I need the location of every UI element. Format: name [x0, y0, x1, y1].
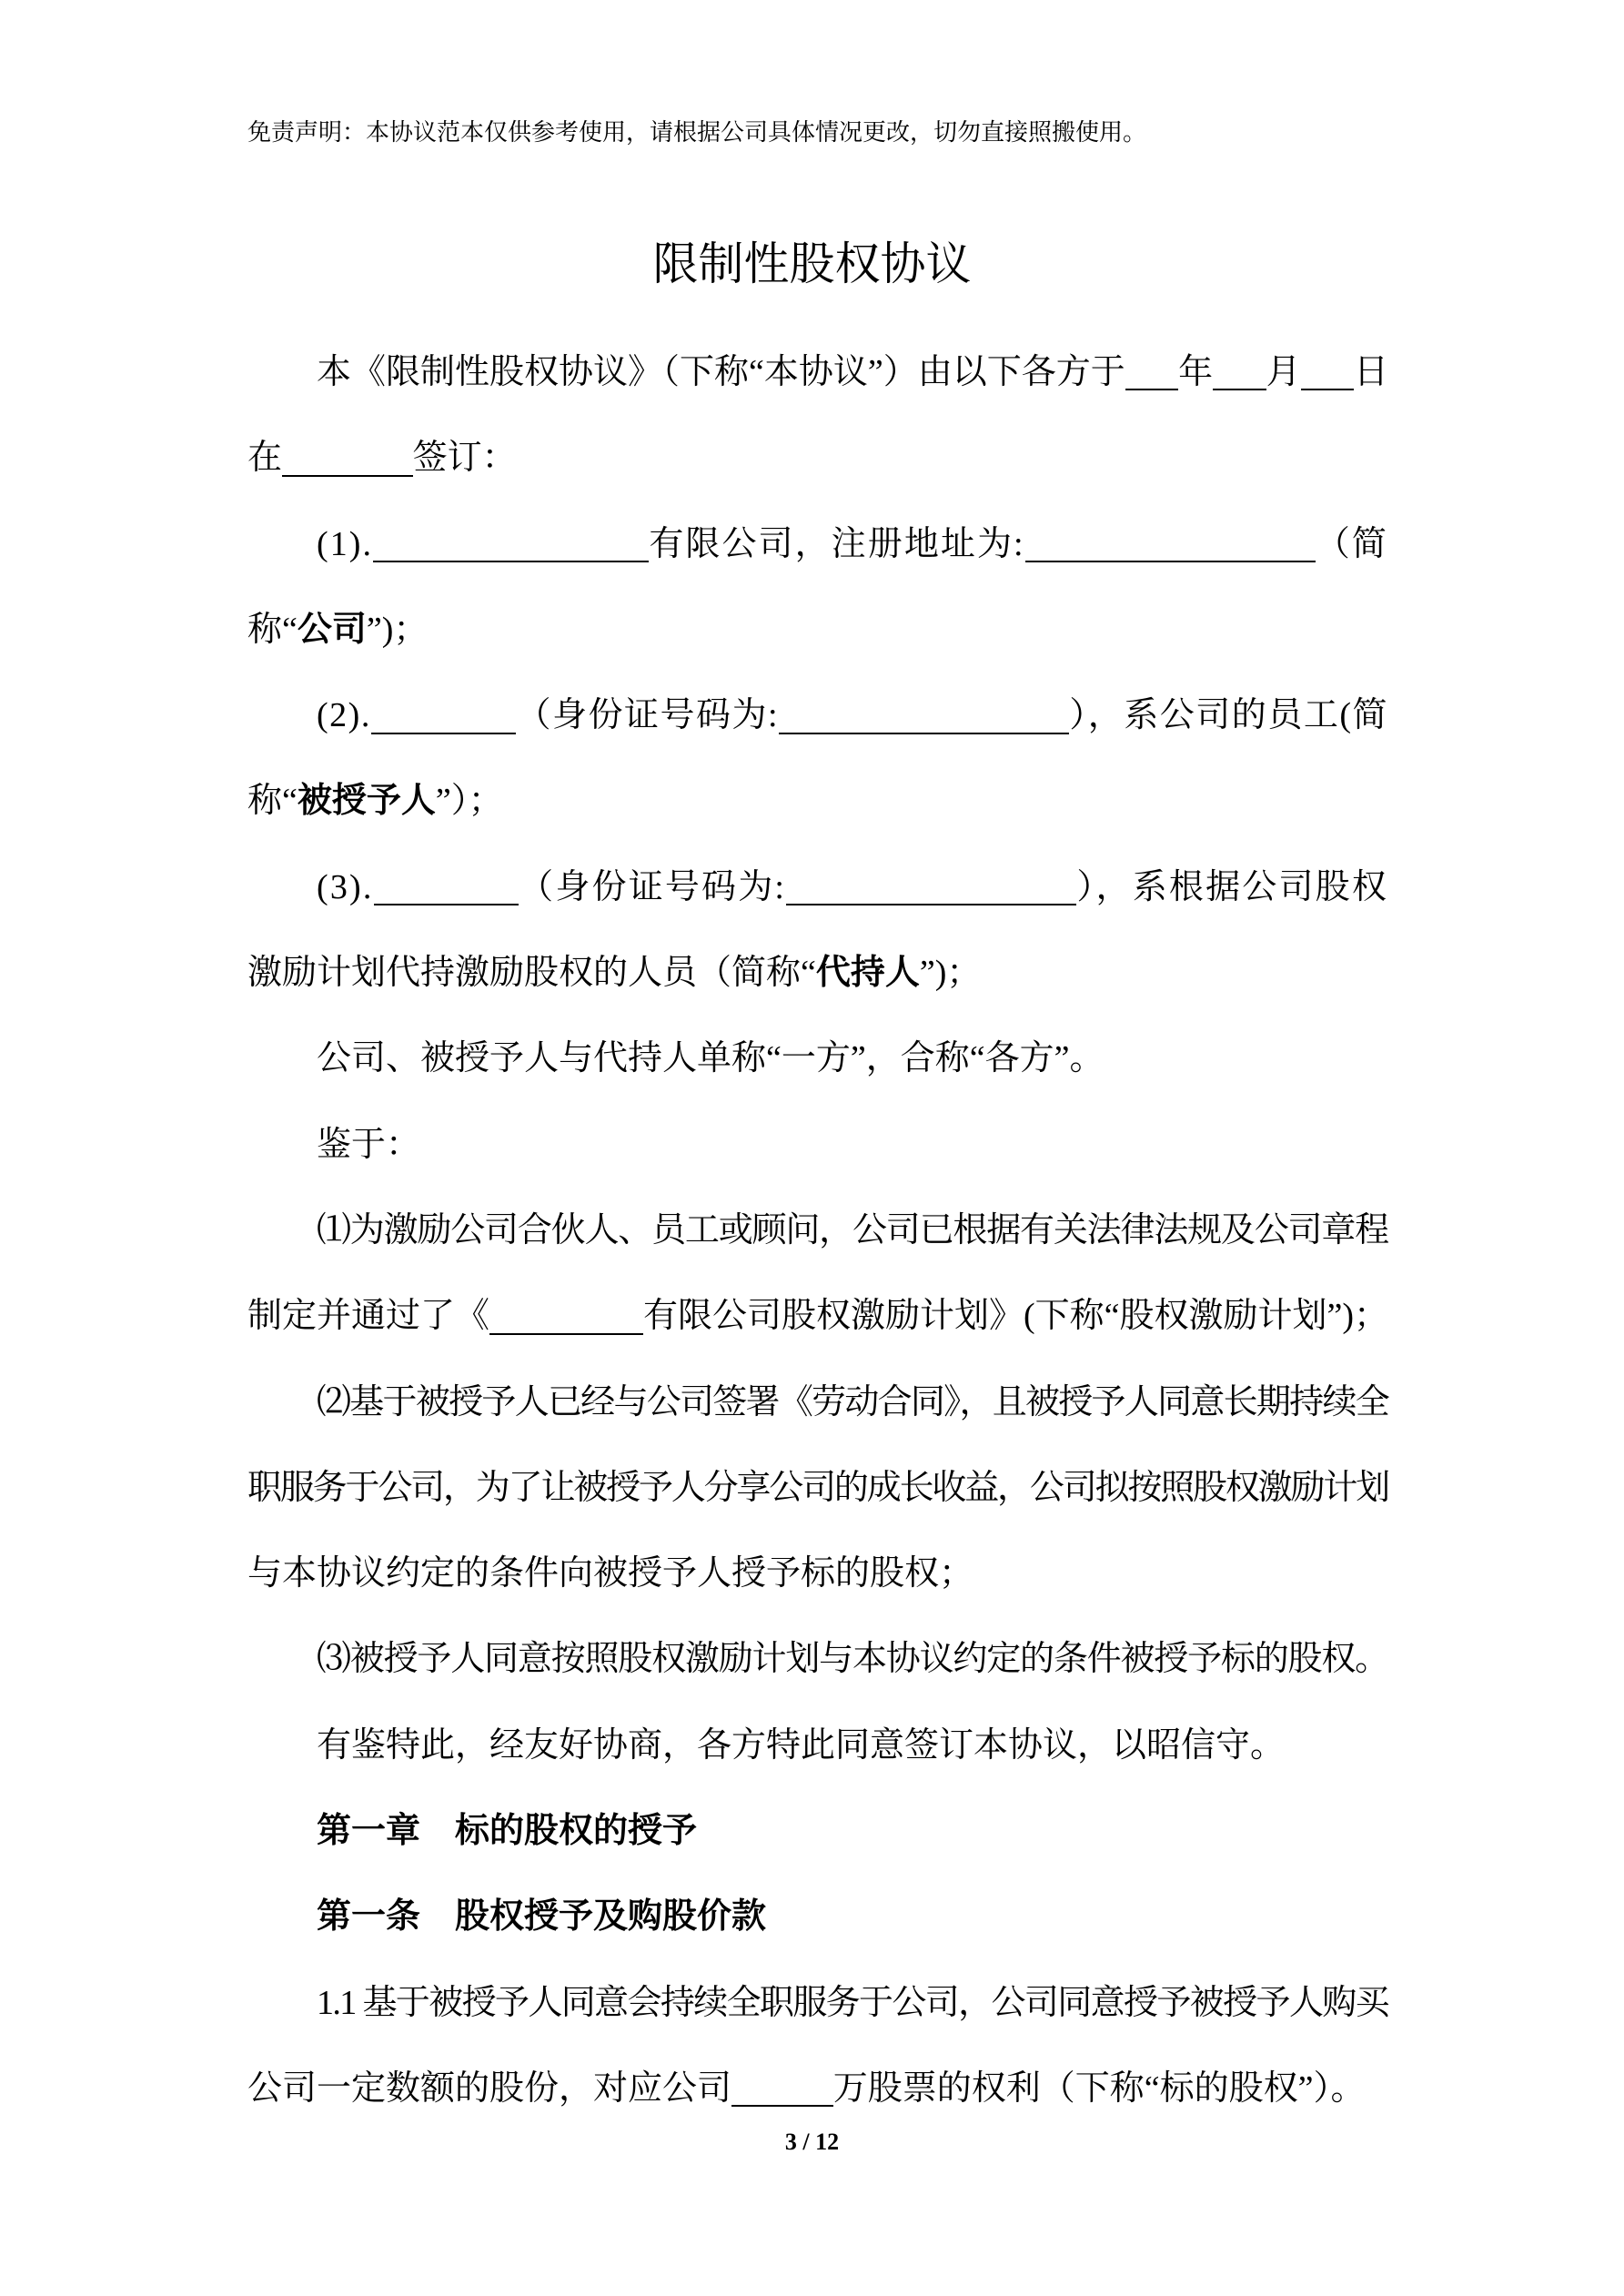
text-line-content — [317, 1897, 766, 1936]
text-line-content — [317, 1126, 420, 1164]
text-line-content — [247, 1554, 973, 1593]
text-span: 在 — [247, 439, 283, 478]
fill-in-blank — [1213, 352, 1266, 390]
text-line — [247, 1874, 1388, 1959]
text-span: (2). — [317, 696, 371, 735]
text-span: 日 — [1353, 353, 1388, 391]
bold-term: 第一条 股权授予及购股价款 — [317, 1897, 767, 1937]
fill-in-blank — [731, 2068, 833, 2107]
fill-in-blank — [374, 867, 519, 905]
fill-in-blank — [489, 1297, 643, 1335]
document-body — [247, 329, 1388, 2131]
text-span: 称“ — [247, 610, 298, 649]
text-span: 公司、被授予人与代持人单称“一方”，合称“各方”。 — [317, 1039, 1105, 1078]
fill-in-blank — [373, 524, 649, 562]
text-line-content — [317, 353, 1388, 391]
fill-in-blank — [1301, 352, 1354, 390]
text-line-content — [317, 525, 1388, 563]
text-line — [247, 845, 1388, 930]
text-span: ），系根据公司股权 — [1076, 867, 1389, 906]
text-line — [247, 1188, 1388, 1273]
text-span: ”)； — [919, 954, 982, 993]
text-line — [247, 1960, 1388, 2046]
bold-term: 第一章 标的股权的授予 — [317, 1812, 698, 1851]
document-title: 限制性股权协议 — [652, 238, 972, 290]
text-span: 1.1 基于被授予人同意会持续全职服务于公司，公司同意授予被授予人购买 — [317, 1983, 1388, 2022]
text-line — [247, 587, 1388, 673]
text-span: 年 — [1178, 353, 1214, 391]
bold-term: 被授予人 — [297, 782, 436, 821]
bold-term: 公司 — [297, 610, 367, 649]
text-span: (3). — [317, 867, 374, 906]
text-line-content — [317, 1984, 1388, 2022]
text-span: 月 — [1266, 353, 1301, 391]
text-span: ”)； — [366, 610, 429, 649]
text-span: 激励计划代持激励股权的人员（简称“ — [247, 954, 816, 993]
text-line — [247, 1360, 1388, 1445]
disclaimer: 免责声明：本协议范本仅供参考使用，请根据公司具体情况更改，切勿直接照搬使用。 — [247, 119, 1147, 146]
text-line — [247, 1445, 1388, 1531]
text-line-content — [247, 439, 517, 477]
fill-in-blank — [1125, 352, 1178, 390]
text-line-content — [247, 782, 503, 820]
text-line — [247, 329, 1388, 415]
text-span: 签订： — [412, 439, 517, 478]
text-span: 万股票的权利（下称“标的股权”）。 — [832, 2068, 1366, 2108]
text-span: 与本协议约定的条件向被授予人授予标的股权； — [247, 1554, 974, 1593]
text-line-content — [247, 2069, 1365, 2108]
text-span: ⑶被授予人同意按照股权激励计划与本协议约定的条件被授予标的股权。 — [317, 1640, 1388, 1679]
text-span: （简 — [1315, 524, 1388, 563]
text-line — [247, 415, 1388, 501]
fill-in-blank — [779, 696, 1069, 734]
text-line-content — [247, 1469, 1388, 1507]
text-line-content — [317, 1211, 1388, 1249]
text-line — [247, 2046, 1388, 2131]
text-line-content — [247, 611, 428, 649]
text-line-content — [317, 1640, 1388, 1678]
text-line-content — [317, 696, 1388, 734]
text-line — [247, 501, 1388, 587]
text-line-content — [247, 954, 981, 992]
text-line — [247, 673, 1388, 758]
text-line — [247, 1703, 1388, 1788]
text-line — [247, 1788, 1388, 1874]
text-span: 有限公司股权激励计划》(下称“股权激励计划”)； — [642, 1297, 1388, 1336]
text-line — [247, 1102, 1388, 1188]
text-span: （身份证号码为: — [519, 867, 787, 906]
text-span: 有限公司，注册地址为: — [649, 524, 1025, 563]
text-span: ”）； — [435, 782, 503, 821]
text-line-content — [317, 1726, 1285, 1765]
text-span: （身份证号码为: — [516, 696, 780, 735]
fill-in-blank — [1025, 524, 1316, 562]
bold-term: 代持人 — [815, 954, 920, 993]
fill-in-blank — [371, 696, 517, 734]
text-span: (1). — [317, 524, 374, 563]
text-line — [247, 1273, 1388, 1359]
text-span: 鉴于： — [317, 1125, 421, 1164]
text-line-content — [317, 1383, 1388, 1421]
page-number: 3 / 12 — [784, 2129, 840, 2155]
text-span: ⑵基于被授予人已经与公司签署《劳动合同》，且被授予人同意长期持续全 — [317, 1382, 1388, 1421]
text-line-content — [317, 868, 1388, 906]
fill-in-blank — [786, 867, 1076, 905]
fill-in-blank — [282, 439, 413, 477]
text-span: ），系公司的员工(简 — [1069, 696, 1389, 735]
text-span: ⑴为激励公司合伙人、员工或顾问，公司已根据有关法律法规及公司章程 — [317, 1210, 1388, 1249]
text-line-content — [247, 1297, 1388, 1335]
text-span: 公司一定数额的股份，对应公司 — [247, 2068, 732, 2108]
text-line — [247, 1531, 1388, 1616]
text-span: 有鉴特此，经友好协商，各方特此同意签订本协议，以昭信守。 — [317, 1725, 1286, 1765]
text-line — [247, 1016, 1388, 1101]
text-line — [247, 930, 1388, 1016]
text-span: 制定并通过了《 — [247, 1297, 490, 1336]
text-span: 称“ — [247, 782, 298, 821]
text-line — [247, 1616, 1388, 1702]
text-span: 职服务于公司，为了让被授予人分享公司的成长收益，公司拟按照股权激励计划 — [247, 1468, 1388, 1507]
text-line-content — [317, 1812, 697, 1850]
text-line-content — [317, 1039, 1104, 1077]
text-span: 本《限制性股权协议》（下称“本协议”）由以下各方于 — [317, 353, 1125, 391]
text-line — [247, 758, 1388, 844]
